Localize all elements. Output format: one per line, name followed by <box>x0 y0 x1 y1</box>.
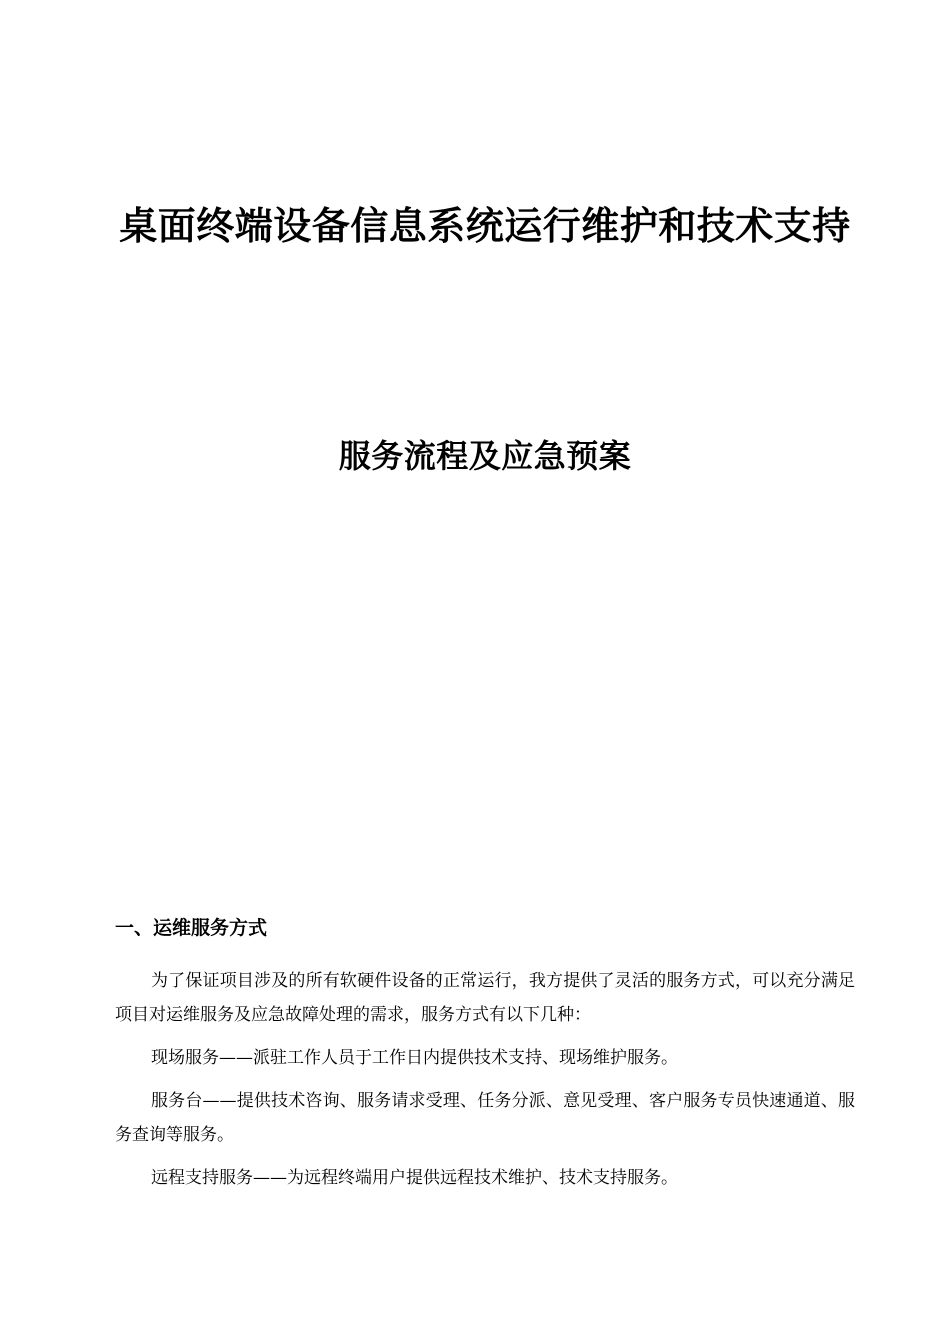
paragraph-remote-support: 远程支持服务——为远程终端用户提供远程技术维护、技术支持服务。 <box>151 1168 678 1188</box>
document-subtitle: 服务流程及应急预案 <box>338 437 632 475</box>
paragraph-onsite-service: 现场服务——派驻工作人员于工作日内提供技术支持、现场维护服务。 <box>151 1048 678 1068</box>
section-heading: 一、运维服务方式 <box>115 917 268 939</box>
section-service-modes <box>115 914 855 1204</box>
paragraph-service-desk: 服务台——提供技术咨询、服务请求受理、任务分派、意见受理、客户服务专员快速通道、服务查询等服务。 <box>115 1091 855 1145</box>
paragraph-intro: 为了保证项目涉及的所有软硬件设备的正常运行，我方提供了灵活的服务方式，可以充分满足项目对运维服务及应急故障处理的需求，服务方式有以下几种： <box>115 971 855 1025</box>
document-title: 桌面终端设备信息系统运行维护和技术支持 <box>119 203 851 248</box>
